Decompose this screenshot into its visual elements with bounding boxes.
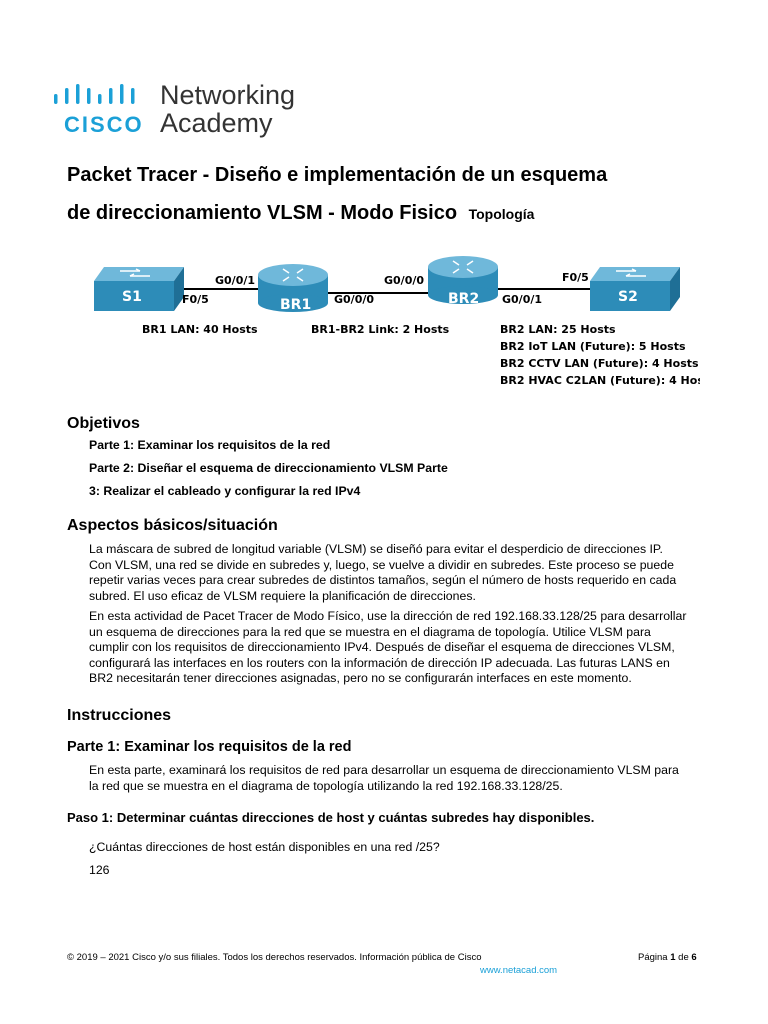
page-prefix: Página	[638, 952, 668, 963]
background-heading: Aspectos básicos/situación	[67, 517, 278, 534]
footer-page-number	[638, 952, 697, 963]
topology-diagram	[90, 255, 700, 395]
label-br2-lan: BR2 LAN: 25 Hosts	[500, 323, 616, 336]
document-title-line2-text: de direccionamiento VLSM - Modo Fisico	[67, 202, 458, 224]
objective-item: 3: Realizar el cableado y configurar la red IPv4	[89, 484, 361, 498]
page-current: 1	[670, 952, 676, 963]
paragraph-line: un esquema de direcciones para la red que se muestra en el diagrama de topología. Utilice VLSM para	[89, 624, 651, 639]
paragraph-line: En esta parte, examinará los requisitos de red para desarrollar un esquema de direccionamiento VLSM para	[89, 763, 679, 777]
cisco-networking-academy-logo	[52, 80, 312, 142]
question-text: ¿Cuántas direcciones de host están disponibles en una red /25?	[89, 840, 440, 854]
port-br2-g000: G0/0/0	[384, 274, 425, 287]
page-of: de	[678, 952, 689, 963]
part1-heading: Parte 1: Examinar los requisitos de la red	[67, 739, 352, 755]
paragraph-line: BR2 necesitarán tener direcciones asignadas, pero no se configurarán interfaces en este momento.	[89, 671, 632, 686]
cisco-bars-icon	[52, 84, 144, 110]
step1-heading: Paso 1: Determinar cuántas direcciones de host y cuántas subredes hay disponibles.	[67, 810, 595, 825]
port-br1-g000: G0/0/0	[334, 293, 375, 306]
paragraph-line: subred. El uso eficaz de VLSM requiere la planificación de direcciones.	[89, 588, 476, 603]
label-br1-lan: BR1 LAN: 40 Hosts	[142, 323, 258, 336]
port-s2-f05: F0/5	[562, 271, 589, 284]
background-paragraph-2	[89, 609, 709, 687]
paragraph-line: la red que se muestra en el diagrama de topología utilizando la red 192.168.33.128/25.	[89, 778, 563, 793]
logo-brand: CISCO	[64, 112, 144, 137]
router-br1-label: BR1	[280, 297, 312, 313]
router-br2-label: BR2	[448, 291, 480, 307]
paragraph-line: repetir varias veces para crear subredes de distintos tamaños, según el número de hosts requerido en cada	[89, 573, 677, 588]
switch-s2-label: S2	[618, 289, 638, 305]
label-br2-iot: BR2 IoT LAN (Future): 5 Hosts	[500, 340, 686, 353]
paragraph-line: En esta actividad de Pacet Tracer de Modo Físico, use la dirección de red 192.168.33.128/25 para desarrollar	[89, 609, 687, 623]
answer-text: 126	[89, 863, 110, 877]
paragraph-line: Con VLSM, una red se divide en subredes y, luego, se vuelve a dividir en subredes. Este proceso se puede	[89, 557, 674, 572]
document-title-line1: Packet Tracer - Diseño e implementación de un esquema	[67, 164, 608, 186]
objective-item: Parte 2: Diseñar el esquema de direccionamiento VLSM Parte	[89, 461, 448, 475]
label-br2-hvac: BR2 HVAC C2LAN (Future): 4 Hosts	[500, 374, 700, 387]
logo-line2: Academy	[160, 108, 273, 138]
paragraph-line: cumplir con los requisitos de direccionamiento IPv4. Después de diseñar el esquema de direcciones VLSM,	[89, 640, 675, 655]
switch-s1-label: S1	[122, 289, 142, 305]
logo-line1: Networking	[160, 80, 296, 110]
label-br2-cctv: BR2 CCTV LAN (Future): 4 Hosts	[500, 357, 699, 370]
objectives-heading: Objetivos	[67, 415, 140, 432]
port-br1-g001: G0/0/1	[215, 274, 256, 287]
objective-item: Parte 1: Examinar los requisitos de la red	[89, 438, 331, 452]
part1-paragraph	[89, 763, 709, 794]
document-title-line2	[67, 202, 534, 225]
topology-svg	[90, 255, 700, 395]
topology-heading: Topología	[468, 206, 535, 222]
instructions-heading: Instrucciones	[67, 707, 172, 724]
paragraph-line: configurará las interfaces en los routers con la información de dirección IP adecuada. Las futuras LANS en	[89, 655, 670, 670]
background-paragraph-1	[89, 542, 709, 604]
port-br2-g001: G0/0/1	[502, 293, 543, 306]
footer-copyright: © 2019 – 2021 Cisco y/o sus filiales. Todos los derechos reservados. Información pública de Cisco	[67, 952, 482, 963]
page-total: 6	[691, 952, 697, 963]
label-br1-br2-link: BR1-BR2 Link: 2 Hosts	[311, 323, 450, 336]
footer-url-link[interactable]: www.netacad.com	[480, 965, 558, 976]
port-s1-f05: F0/5	[182, 293, 209, 306]
paragraph-line: La máscara de subred de longitud variable (VLSM) se diseñó para evitar el desperdicio de direcciones IP.	[89, 542, 663, 556]
